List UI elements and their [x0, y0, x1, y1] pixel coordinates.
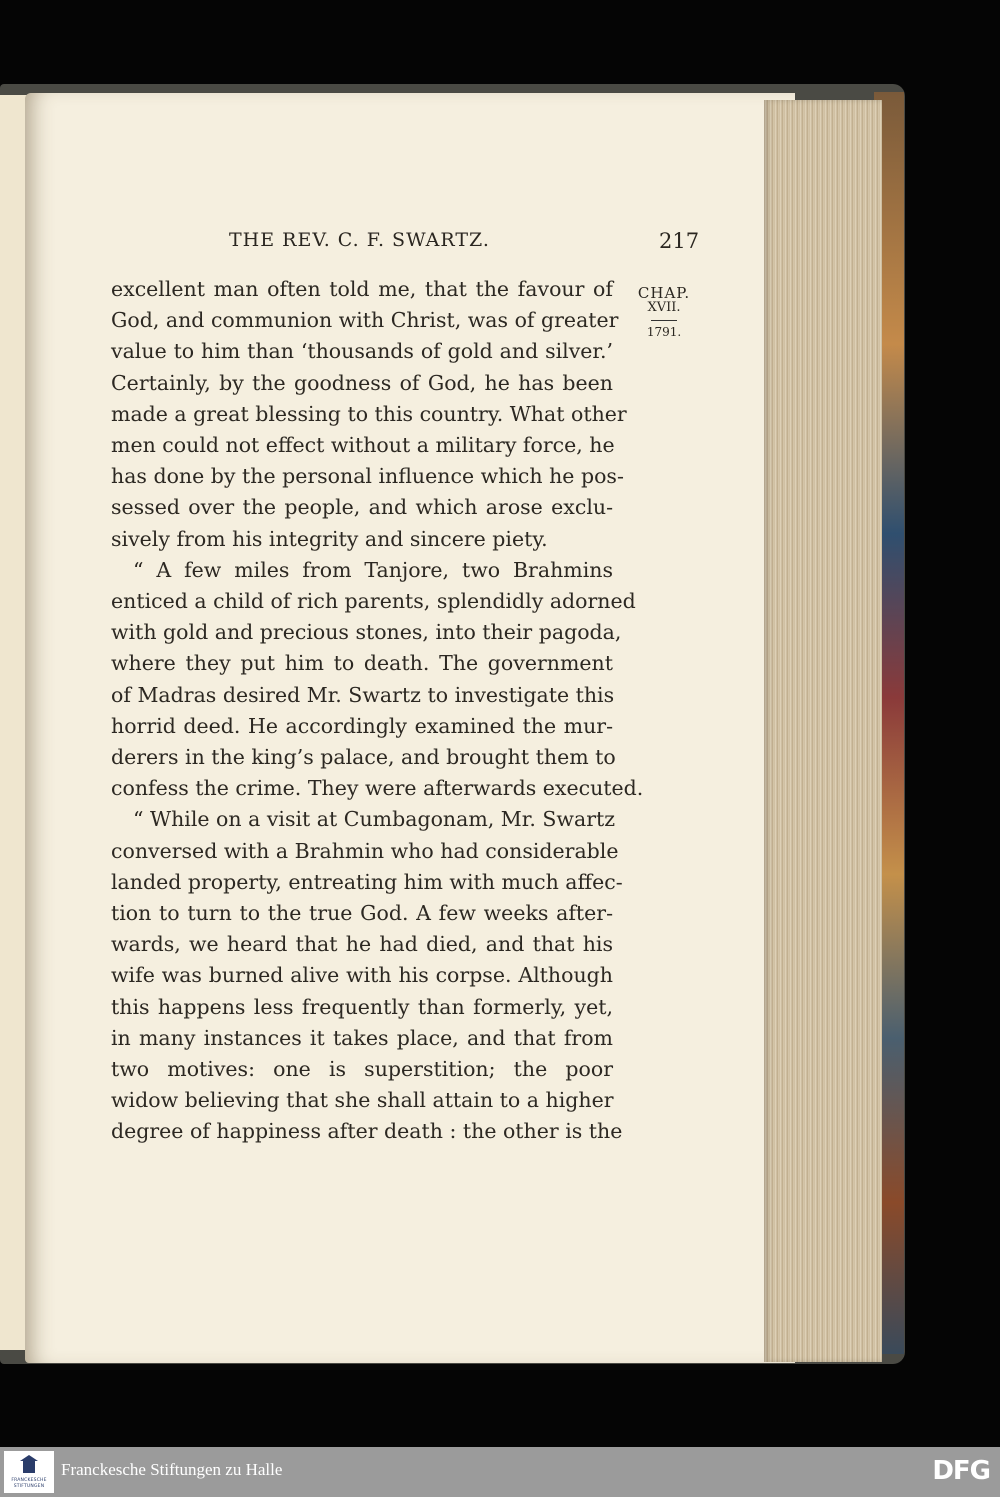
margin-chapter-label: CHAP. — [637, 284, 691, 302]
text-line: sessed over the people, and which arose exclu- — [111, 495, 613, 520]
text-line: men could not effect without a military force, he — [111, 433, 615, 458]
margin-year: 1791. — [646, 325, 682, 339]
dfg-logo[interactable]: DFG — [932, 1456, 990, 1486]
building-icon — [23, 1459, 35, 1473]
logo-caption — [4, 1478, 54, 1490]
text-line: God, and communion with Christ, was of greater — [111, 308, 619, 333]
text-line: horrid deed. He accordingly examined the mur- — [111, 713, 613, 738]
margin-note — [634, 284, 694, 339]
text-line: two motives: one is superstition; the poor — [111, 1057, 613, 1082]
logo-caption-line-2: STIFTUNGEN — [13, 1484, 45, 1489]
text-line: sively from his integrity and sincere piety. — [111, 526, 548, 551]
text-line: tion to turn to the true God. A few weeks after- — [111, 901, 613, 926]
text-line: degree of happiness after death : the other is the — [111, 1119, 623, 1144]
margin-chapter-number: XVII. — [647, 300, 681, 315]
text-line: enticed a child of rich parents, splendidly adorned — [111, 589, 636, 614]
running-head: THE REV. C. F. SWARTZ. — [229, 229, 490, 251]
logo-caption-line-1: FRANCKESCHE — [11, 1478, 47, 1483]
page-edges — [764, 100, 882, 1362]
margin-rule — [651, 320, 677, 321]
institution-name[interactable]: Franckesche Stiftungen zu Halle — [61, 1460, 283, 1479]
page-number: 217 — [659, 229, 700, 253]
text-line: wife was burned alive with his corpse. Although — [111, 963, 613, 988]
text-line: made a great blessing to this country. What other — [111, 401, 627, 426]
text-line: with gold and precious stones, into their pagoda, — [111, 620, 622, 645]
body-text — [111, 274, 644, 1148]
text-line: conversed with a Brahmin who had considerable — [111, 838, 619, 863]
text-line: where they put him to death. The government — [111, 651, 613, 676]
text-line: “ A few miles from Tanjore, two Brahmins — [133, 557, 613, 582]
text-line: confess the crime. They were afterwards executed. — [111, 776, 644, 801]
text-line: Certainly, by the goodness of God, he has been — [111, 370, 613, 395]
institution-logo[interactable] — [4, 1451, 54, 1493]
text-line: of Madras desired Mr. Swartz to investigate this — [111, 682, 615, 707]
text-line: derers in the king’s palace, and brought them to — [111, 745, 616, 770]
text-line: wards, we heard that he had died, and that his — [111, 932, 613, 957]
text-line: in many instances it takes place, and that from — [111, 1025, 613, 1050]
text-line: excellent man often told me, that the favour of — [111, 277, 613, 301]
text-line: value to him than ‘thousands of gold and silver.’ — [111, 339, 613, 364]
viewer-footer — [0, 1447, 1000, 1497]
text-line: has done by the personal influence which he pos- — [111, 464, 624, 489]
text-line: widow believing that she shall attain to a higher — [111, 1088, 614, 1113]
text-line: landed property, entreating him with much affec- — [111, 869, 623, 894]
text-line: this happens less frequently than formerly, yet, — [111, 994, 613, 1019]
text-line: “ While on a visit at Cumbagonam, Mr. Swartz — [133, 807, 616, 832]
